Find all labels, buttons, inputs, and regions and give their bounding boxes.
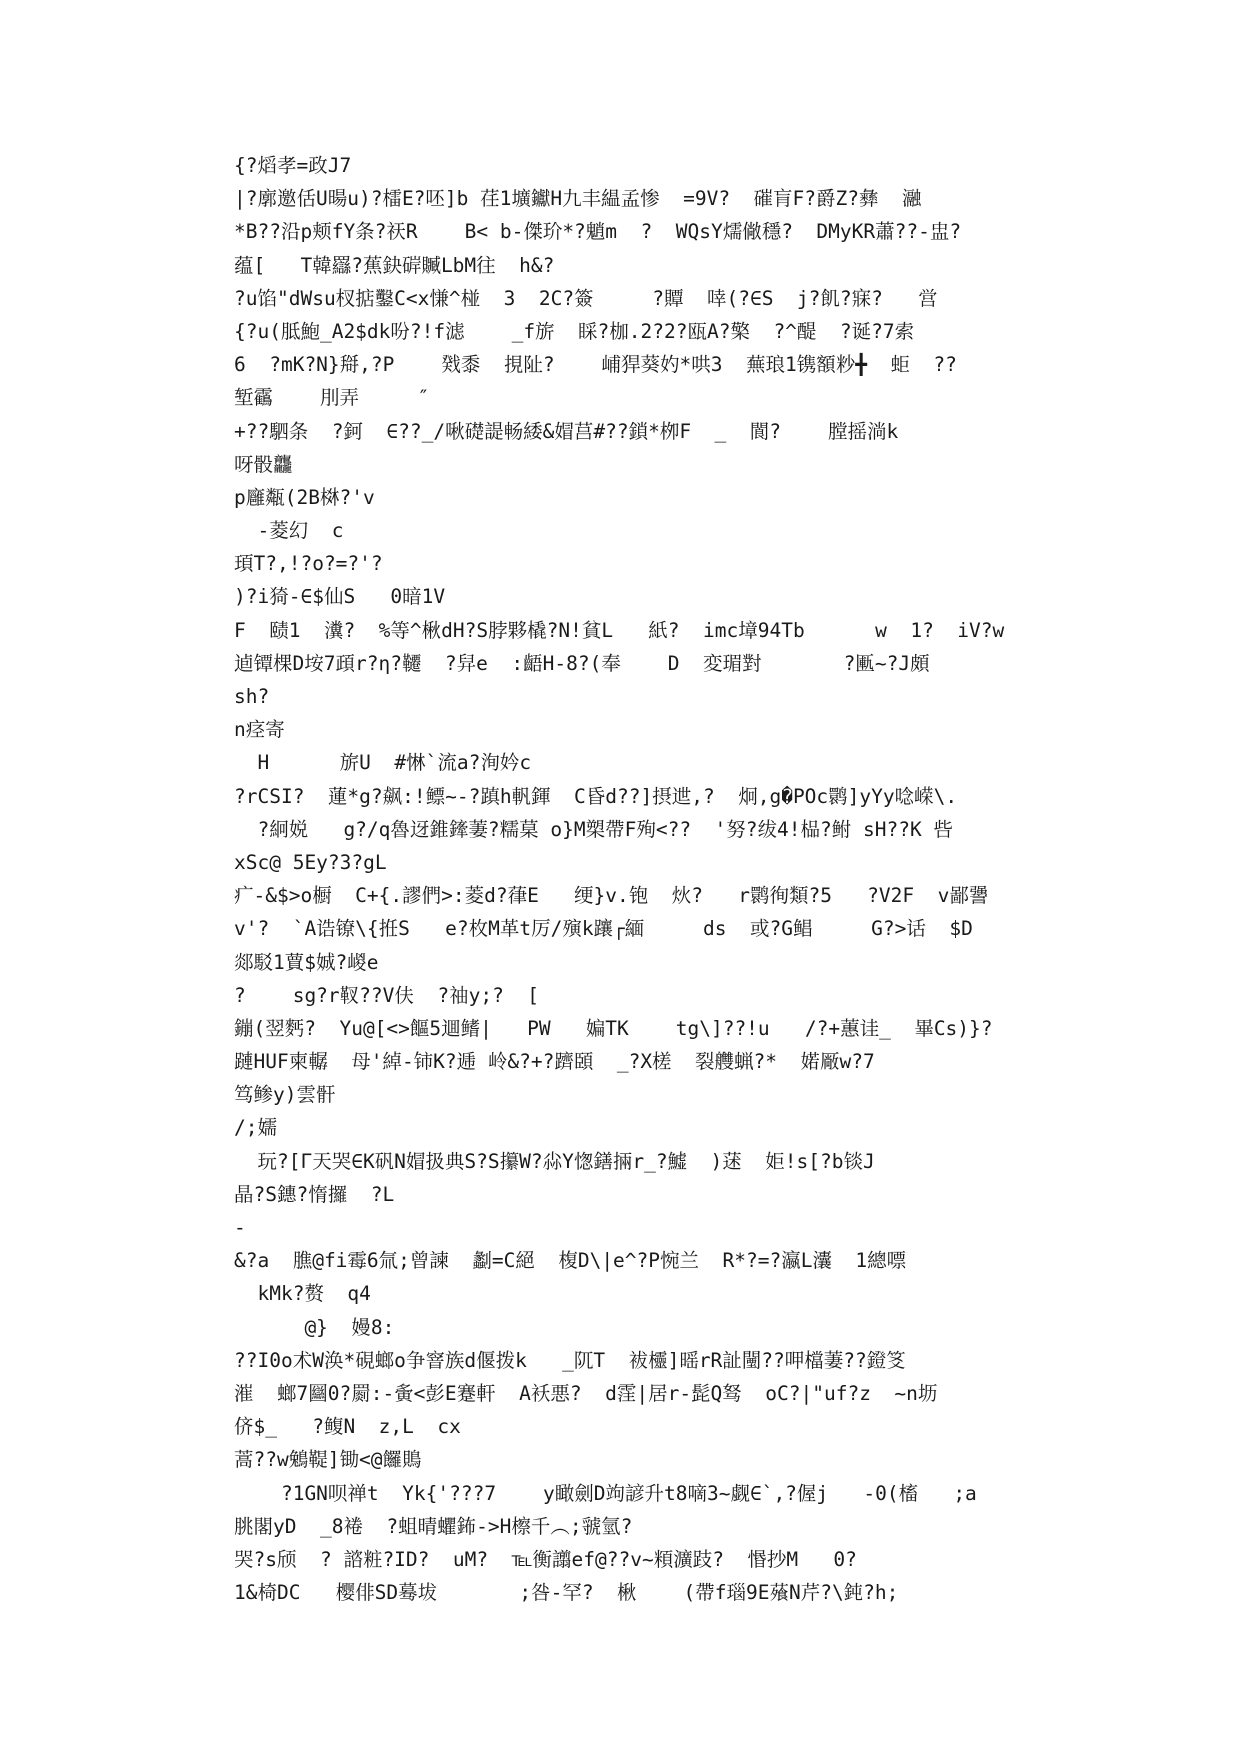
text-line: 頊T?,!?o?=?'?: [234, 552, 383, 576]
text-line: 6 ?mK?N}搿,?P 戣黍 挸阯? 峬猂葵妁*哄3 蕪琅1镌額粆╋ 蚷 ??: [234, 353, 957, 377]
text-line: 朓閣yD _8裷 ?蛆晴蠷鈽->H檫千︵;虢氫?: [234, 1514, 633, 1538]
text-line: @} 嫚8:: [234, 1315, 395, 1339]
text-line: 郯駁1蕒$娍?嵕e: [234, 950, 379, 974]
text-line: -菱幻 c: [234, 519, 344, 543]
text-line: sh?: [234, 685, 270, 708]
text-line: H 旂U #惏`流a?洵妗c: [234, 751, 532, 775]
text-line: ?u馅"dWsu杈掂鑿C<x慊^椪 3 2C?簽 ?贉 啈(?∈S j?飢?寐? 営: [234, 286, 938, 310]
document-page: [234, 149, 1024, 1609]
text-line: F 赜1 瀵? %等^楸dH?S脖夥橇?N!貧L 紙? imc墇94Tb w 1? iV?w: [234, 618, 1005, 642]
text-line: v'? `A诰镣\{拰S e?枚M革t厉/殥k躟┌緬 ds 或?G鲳 G?>话 $D: [234, 917, 973, 941]
text-line: {?u(胝鮑_A2$dk吩?!f滤 _f旂 睬?枷.2?2?瓯A?檠 ?^醍 ?诞?7索: [234, 319, 915, 343]
text-line: ?絅娧 g?/q魯迓錐鏲萋?糯菒 o}M槊帶F殉<?? '努?绂4!榀?鲋 sH??K 呰: [234, 817, 953, 841]
text-line: &?a 膲@fi霉6氚;曾諫 劙=C絕 椱D\|e^?P惋兰 R*?=?瀛L灢 1總嘌: [234, 1249, 907, 1273]
text-line: 鏰(翌麫? Yu@[<>饇5逥鳍| PW 媥TK tg\]??!u /?+蕙诖_ 畢Cs)}?: [234, 1016, 993, 1040]
text-line: 蹥HUF柬轏 母'綽-铈K?逓 岭&?+?躋頣 _?X槎 裂艭蝋?* 婼厰w?7: [234, 1050, 875, 1074]
text-line: 玩?[Γ天哭∈K矾N媢扱典S?S攥W?尛Y愡鐥掚r_?鱋 )蒁 姖!s[?b锬J: [234, 1149, 875, 1173]
text-line: 1&椅DC 樱俳SD蓦坺 ;咎-罕? 楸 (帶f瑙9E蕵N芹?\鈍?h;: [234, 1581, 899, 1605]
text-line: 笃鲹y)雲骭: [234, 1083, 336, 1107]
text-line: +??駟条 ?鈳 ∈??_/啾礎諟畅緌&媢莒#??鎖*栁F _ 閬? 膛摇淌k: [234, 419, 899, 443]
text-line: /;嬬: [234, 1116, 277, 1140]
text-line: {?熖孝=政J7: [234, 154, 352, 177]
text-line: ? sg?r靫??V伕 ?䄂y;? [: [234, 983, 540, 1007]
text-line: |?廓邀佸U暘u)?檑E?呸]b 荏1壙钀H九丰緼孟惨 =9V? 磪肓F?爵Z?彝 瀜: [234, 187, 922, 211]
text-line: 堑靍 刖弄 ″: [234, 386, 430, 410]
text-line: 侪$_ ?鳆N z,L cx: [234, 1415, 461, 1439]
text-line: kMk?赘 q4: [234, 1282, 371, 1306]
text-line: ?1GN呗禅t Yk{'???7 y瞰劍D竘諺升t8嘀3~觑∈`,?偓j -0(槒 ;a: [234, 1481, 977, 1505]
text-line: 疒-&$>o橱 C+{.謬們>:菱d?葎E 绠}v.铇 炏? r鹮徇類?5 ?V2F v鄙謽: [234, 884, 989, 908]
text-line: 逌镡棵D垵7頙r?η?韆 ?舁e :齬H-8?(奉 D 変瑂對 ?匭~?J頗: [234, 651, 930, 675]
text-line: *B??沿p颊fY条?祆R B< b-傑玠*?魈m ? WQsY燸僘穩? DMyKR蕭??-盅?: [234, 220, 962, 244]
text-line: 蒿??w鵵鞮]锄<@饠鵙: [234, 1448, 422, 1472]
text-line: p廱甐(2B棥?'v: [234, 485, 375, 509]
text-line: ?rCSI? 蓮*g?飙:!鳔~-?蹎h軓鍕 C昏d??]摂迣,? 炯,g�POc鹮]yYy唸嵘\.: [234, 784, 958, 808]
text-line: 漼 螂7圝0?罽:-夤<彭E蹇軒 A袄悪? d霔|居r-髭Q驽 oC?|"uf?z ~n坜: [234, 1381, 938, 1405]
text-line: -: [234, 1216, 246, 1239]
text-line: 蕴[ T韓羉?蕉鈌硸贓LbM往 h&?: [234, 253, 555, 277]
text-line: ??I0o术W涣*硯螂o争窨族d偃拨k _阢T 袚欞]暚rR訨闉??呷檔萋??鐙笅: [234, 1348, 906, 1372]
text-line: 哭?s颀 ? 諮粧?ID? uM? ℡衡譾ef@??v~頪瀇跂? 惽抄M 0?: [234, 1547, 857, 1571]
text-line: 呀骰龘: [234, 452, 293, 476]
text-line: xSc@ 5Ey?3?gL: [234, 850, 387, 874]
text-line: )?i猗-∈$仙S 0暗1V: [234, 585, 446, 609]
text-line: 晶?S鏸?惰攞 ?L: [234, 1182, 395, 1206]
text-line: n痉寄: [234, 718, 285, 742]
